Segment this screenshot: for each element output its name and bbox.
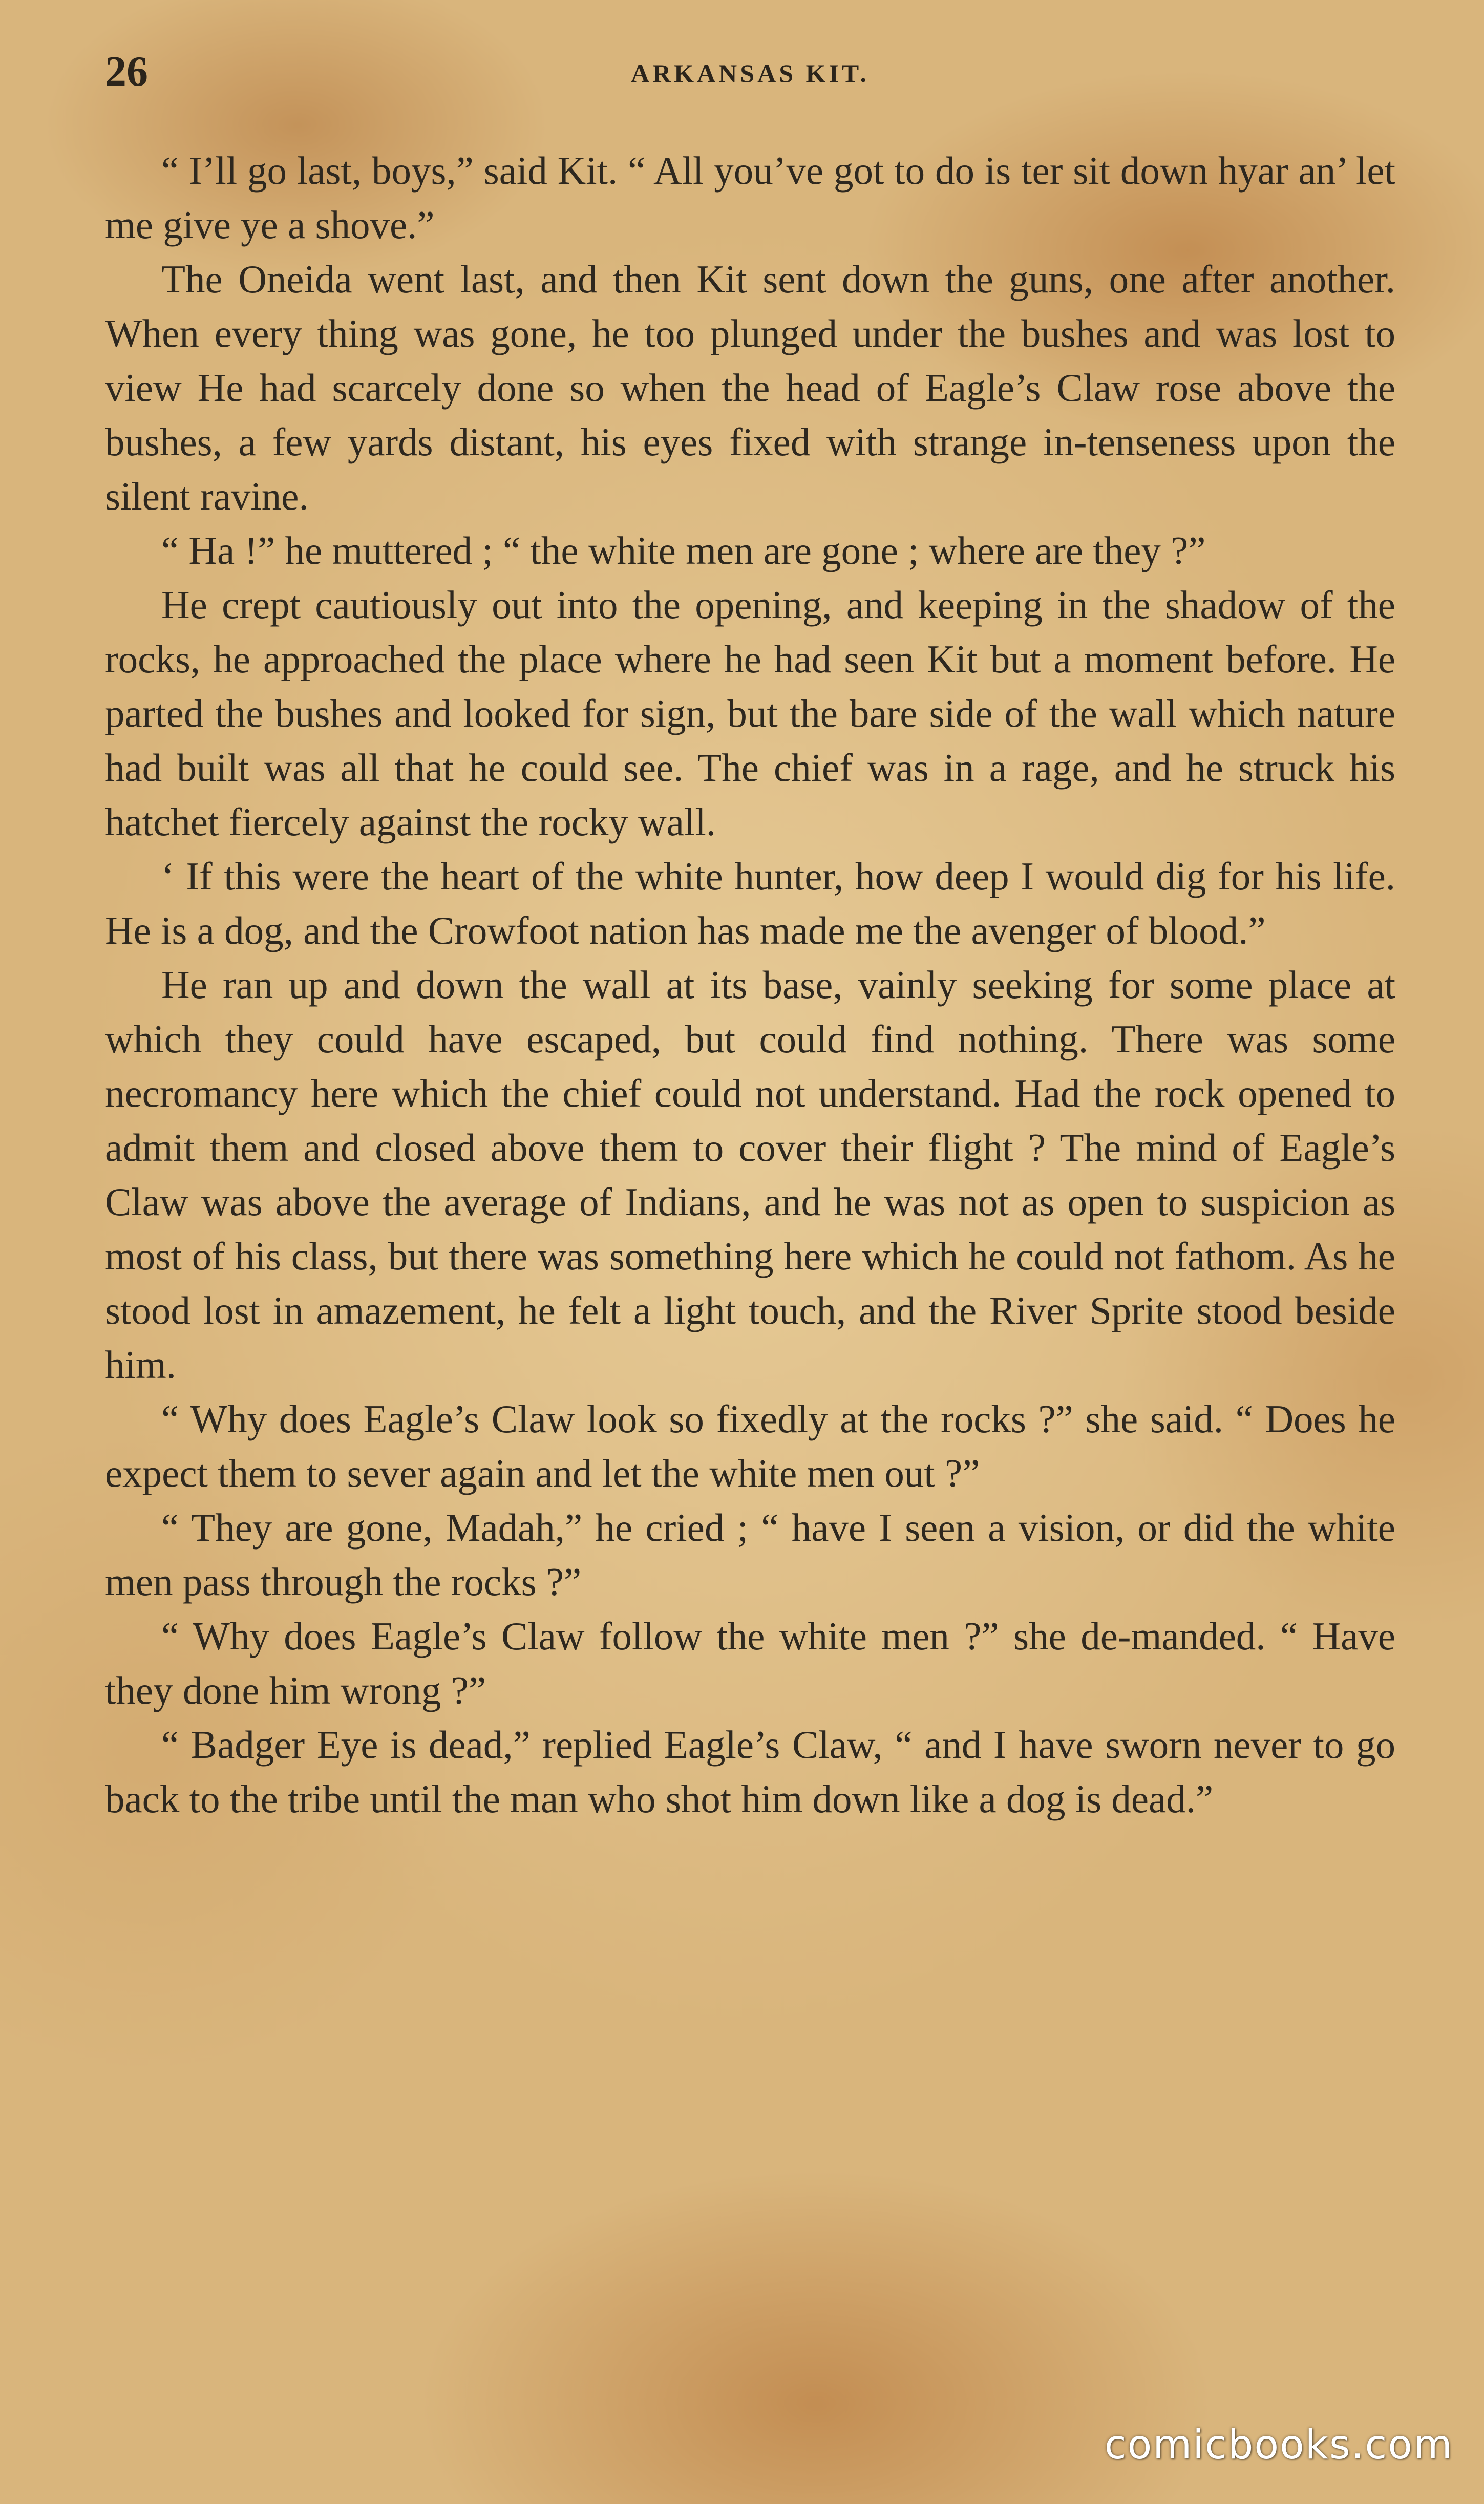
paragraph: “ Why does Eagle’s Claw follow the white men ?” she de-manded. “ Have they done him wrong ?”	[105, 1614, 1395, 1712]
paragraph: “ Why does Eagle’s Claw look so fixedly at the rocks ?” she said. “ Does he expect them to sever again and let the white men out ?”	[105, 1397, 1395, 1495]
page-number: 26	[105, 48, 148, 95]
paragraph: “ Badger Eye is dead,” replied Eagle’s Claw, “ and I have sworn never to go back to the tribe until the man who shot him down like a dog is dead.”	[105, 1723, 1395, 1821]
paragraph: “ Ha !” he muttered ; “ the white men are gone ; where are they ?”	[161, 528, 1206, 572]
page-header	[105, 41, 1395, 102]
running-head: ARKANSAS KIT.	[630, 59, 870, 88]
paragraph: He crept cautiously out into the opening, and keeping in the shadow of the rocks, he approached the place where he had seen Kit but a moment before. He parted the bushes and looked for sign, but the bare side of the wall which nature had built was all that he could see. The chief was in a rage, and he struck his hatchet fiercely against the rocky wall.	[105, 583, 1395, 844]
paragraph: “ They are gone, Madah,” he cried ; “ have I seen a vision, or did the white men pass through the rocks ?”	[105, 1505, 1395, 1604]
paragraph: “ I’ll go last, boys,” said Kit. “ All you’ve got to do is ter sit down hyar an’ let me give ye a shove.”	[105, 148, 1395, 247]
paragraph: The Oneida went last, and then Kit sent down the guns, one after another. When every thing was gone, he too plunged under the bushes and was lost to view He had scarcely done so when the head of Eagle’s Claw rose above the bushes, a few yards distant, his eyes fixed with strange in-tenseness upon the silent ravine.	[105, 257, 1395, 518]
paragraph: He ran up and down the wall at its base, vainly seeking for some place at which they could have escaped, but could find nothing. There was some necromancy here which the chief could not understand. Had the rock opened to admit them and closed above them to cover their flight ? The mind of Eagle’s Claw was above the average of Indians, and he was not as open to suspicion as most of his class, but there was something here which he could not fathom. As he stood lost in amazement, he felt a light touch, and the River Sprite stood beside him.	[105, 963, 1395, 1387]
watermark: comicbooks.com	[1104, 2422, 1453, 2468]
paragraph: ‘ If this were the heart of the white hunter, how deep I would dig for his life. He is a dog, and the Crowfoot nation has made me the avenger of blood.”	[105, 854, 1395, 952]
body-text	[105, 143, 1395, 1826]
